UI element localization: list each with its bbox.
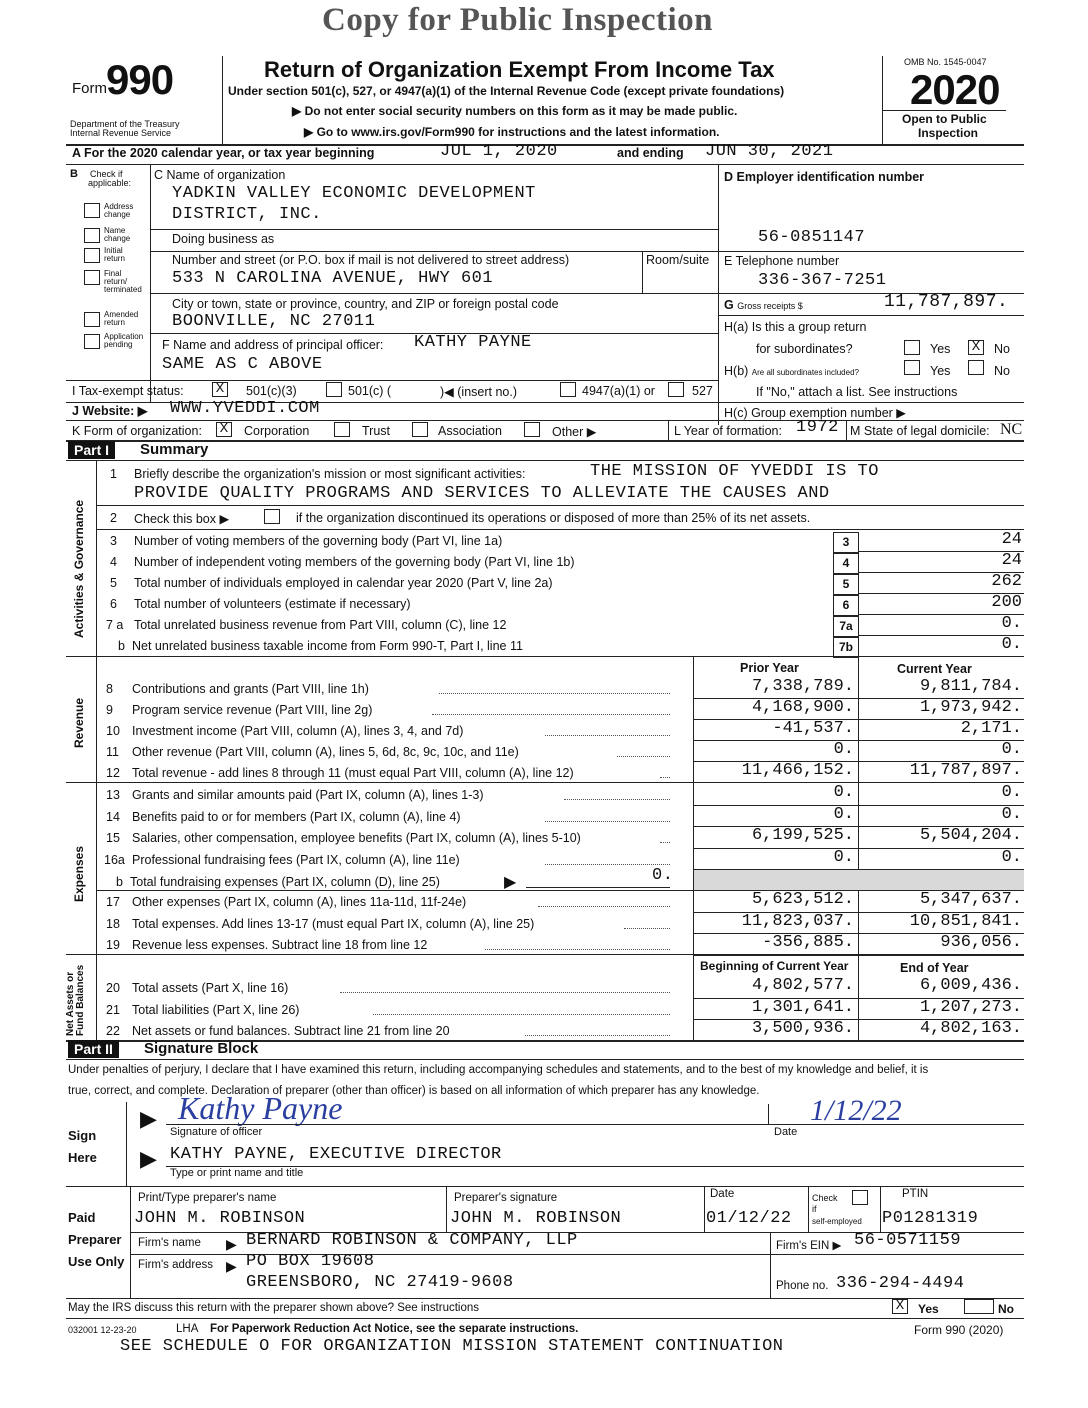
gross-label bbox=[724, 298, 803, 312]
firm-phone-label: Phone no. bbox=[776, 1280, 829, 1292]
money-current: 936,056. bbox=[940, 933, 1022, 952]
check-label: Check bbox=[812, 1193, 838, 1203]
here-label: Here bbox=[68, 1150, 97, 1165]
money-current: 1,973,942. bbox=[919, 698, 1022, 717]
money-current: 4,802,163. bbox=[919, 1019, 1022, 1038]
discuss-yes-checkbox[interactable]: X bbox=[892, 1299, 908, 1314]
501c3-label: 501(c)(3) bbox=[246, 384, 297, 398]
money-current: 0. bbox=[1001, 740, 1022, 759]
money-line-text: Contributions and grants (Part VIII, line 1h) bbox=[132, 682, 369, 696]
prep-date: 01/12/22 bbox=[706, 1209, 792, 1228]
firm-address-label: Firm's address bbox=[138, 1259, 214, 1271]
officer-name-title: KATHY PAYNE, EXECUTIVE DIRECTOR bbox=[170, 1145, 502, 1164]
money-prior: 0. bbox=[833, 783, 854, 802]
gov-line-text: Total number of volunteers (estimate if necessary) bbox=[134, 597, 411, 611]
money-prior: -41,537. bbox=[772, 719, 854, 738]
money-current: 2,171. bbox=[960, 719, 1022, 738]
money-line-number: 14 bbox=[106, 809, 120, 824]
hb-no-checkbox[interactable] bbox=[968, 360, 984, 375]
eoy-header: End of Year bbox=[900, 961, 969, 975]
street-address: 533 N CAROLINA AVENUE, HWY 601 bbox=[172, 269, 494, 288]
money-prior: 5,623,512. bbox=[751, 890, 854, 909]
money-line-number: 17 bbox=[106, 895, 120, 909]
money-line-text: Other expenses (Part IX, column (A), lines 11a-11d, 11f-24e) bbox=[132, 895, 467, 909]
address-change-label: Address change bbox=[104, 202, 134, 219]
money-line-text: Benefits paid to or for members (Part IX, column (A), line 4) bbox=[132, 809, 461, 824]
part2-label: Part II bbox=[68, 1040, 119, 1058]
corporation-checkbox[interactable]: X bbox=[216, 422, 232, 437]
room-suite-label: Room/suite bbox=[646, 253, 710, 267]
part1-label: Part I bbox=[68, 441, 115, 459]
part2-title: Signature Block bbox=[144, 1040, 259, 1057]
instruction-link[interactable]: ▶ Go to www.irs.gov/Form990 for instructions and the latest information. bbox=[304, 125, 720, 139]
form-of-org-label: K Form of organization: bbox=[72, 424, 202, 438]
hb-small: Are all subordinates included? bbox=[751, 368, 859, 377]
money-line-text: Total revenue - add lines 8 through 11 (must equal Part VIII, column (A), line 12) bbox=[132, 766, 574, 780]
line16b-label: Total fundraising expenses (Part IX, column (D), line 25) bbox=[130, 875, 440, 889]
ein-value: 56-0851147 bbox=[758, 228, 866, 247]
money-line-number: 11 bbox=[106, 745, 119, 759]
gov-line-number: 3 bbox=[110, 534, 117, 548]
discuss-no-label: No bbox=[998, 1302, 1014, 1316]
money-current: 10,851,841. bbox=[909, 911, 1022, 931]
self-employed-label: self-employed bbox=[812, 1217, 862, 1226]
form-code: 032001 12-23-20 bbox=[68, 1325, 137, 1335]
website-value[interactable]: WWW.YVEDDI.COM bbox=[170, 399, 320, 418]
money-line-text: Program service revenue (Part VIII, line 2g) bbox=[132, 703, 373, 717]
amended-return-checkbox[interactable] bbox=[84, 312, 100, 327]
sig-date-label: Date bbox=[774, 1126, 798, 1138]
money-prior: 0. bbox=[833, 804, 854, 824]
sig-date: 1/12/22 bbox=[810, 1094, 902, 1127]
money-prior: 3,500,936. bbox=[751, 1019, 854, 1038]
irs-label: Internal Revenue Service bbox=[70, 128, 172, 138]
gov-line-value: 0. bbox=[1001, 635, 1022, 654]
tax-exempt-label: I Tax-exempt status: bbox=[72, 384, 184, 398]
money-current: 5,347,637. bbox=[919, 890, 1022, 909]
money-line-number: 13 bbox=[106, 788, 120, 802]
line16b-value: 0. bbox=[652, 866, 674, 885]
ein-label: D Employer identification number bbox=[724, 170, 925, 184]
527-label: 527 bbox=[692, 384, 713, 398]
firm-arrow: ▶ bbox=[226, 1236, 237, 1252]
hb-yes-label: Yes bbox=[930, 364, 951, 378]
discuss-no-checkbox[interactable] bbox=[964, 1299, 994, 1314]
group-return-label: H(a) Is this a group return bbox=[724, 320, 867, 334]
money-line-number: 15 bbox=[106, 831, 120, 845]
hb-no-label: No bbox=[994, 364, 1010, 378]
money-line-text: Net assets or fund balances. Subtract line 21 from line 20 bbox=[132, 1024, 450, 1038]
insert-no-text: (insert no.) bbox=[457, 385, 517, 399]
instruction-ssn-text: Do not enter social security numbers on this form as it may be made public. bbox=[304, 104, 738, 118]
line-a-label: A For the 2020 calendar year, or tax year beginning bbox=[72, 146, 375, 160]
money-prior: 7,338,789. bbox=[751, 677, 854, 696]
dba-label: Doing business as bbox=[172, 232, 275, 246]
final-return-label: Final return/ terminated bbox=[104, 269, 142, 294]
addr-arrow: ▶ bbox=[226, 1258, 237, 1274]
form-label: Form bbox=[72, 80, 107, 97]
name-change-checkbox[interactable] bbox=[84, 228, 100, 243]
ptin-value: P01281319 bbox=[882, 1209, 979, 1228]
state-domicile: NC bbox=[1000, 421, 1023, 438]
association-label: Association bbox=[438, 424, 502, 438]
money-prior: 1,301,641. bbox=[751, 997, 854, 1017]
gov-line-number: 7 a bbox=[106, 618, 124, 632]
firm-address-1: PO BOX 19608 bbox=[246, 1252, 375, 1271]
gov-line-box: 7a bbox=[833, 616, 859, 637]
side-net bbox=[66, 956, 86, 1036]
form-footer: Form 990 (2020) bbox=[914, 1323, 1004, 1337]
website-label: J Website: ▶ bbox=[72, 404, 148, 418]
line2-text: Check this box bbox=[134, 512, 216, 526]
money-prior: 11,466,152. bbox=[741, 761, 854, 780]
trust-label: Trust bbox=[362, 424, 391, 438]
gross-receipts: 11,787,897. bbox=[884, 292, 1009, 312]
gov-line-text: Number of independent voting members of the governing body (Part VI, line 1b) bbox=[134, 555, 575, 569]
527-checkbox[interactable] bbox=[668, 382, 684, 397]
gov-line-text: Total unrelated business revenue from Part VIII, column (C), line 12 bbox=[134, 618, 507, 632]
hb-note: If "No," attach a list. See instructions bbox=[756, 385, 958, 399]
phone-label: E Telephone number bbox=[724, 254, 840, 268]
line2b-label: if the organization discontinued its operations or disposed of more than 25% of its net assets. bbox=[296, 511, 811, 525]
pra-notice: For Paperwork Reduction Act Notice, see the separate instructions. bbox=[210, 1323, 579, 1335]
self-employed-checkbox[interactable] bbox=[852, 1190, 868, 1205]
hb-yes-checkbox[interactable] bbox=[904, 360, 920, 375]
gov-line-value: 262 bbox=[991, 572, 1022, 591]
amended-return-label: Amended return bbox=[104, 310, 139, 327]
501c-label: 501(c) ( bbox=[348, 384, 392, 398]
banner-title: Copy for Public Inspection bbox=[322, 2, 714, 38]
preparer-label: Preparer bbox=[68, 1232, 122, 1247]
officer-signature[interactable]: Kathy Payne bbox=[178, 1090, 343, 1126]
org-name-line2: DISTRICT, INC. bbox=[172, 205, 322, 224]
gov-line-box: 4 bbox=[833, 553, 859, 574]
money-prior: -356,885. bbox=[762, 933, 854, 952]
discuss-yes-label: Yes bbox=[918, 1302, 939, 1316]
b-check-if: Check if bbox=[90, 169, 123, 179]
money-current: 0. bbox=[1001, 804, 1022, 824]
4947-checkbox[interactable] bbox=[560, 382, 576, 397]
money-line-text: Grants and similar amounts paid (Part IX, column (A), lines 1-3) bbox=[132, 788, 484, 802]
other-label: Other ▶ bbox=[552, 425, 597, 439]
gov-line-box: 7b bbox=[833, 637, 859, 658]
money-line-text: Total liabilities (Part X, line 26) bbox=[132, 1002, 300, 1017]
money-line-number: 21 bbox=[106, 1002, 120, 1017]
firm-ein-text: Firm's EIN bbox=[776, 1240, 830, 1252]
initial-return-label: Initial return bbox=[104, 246, 125, 263]
gov-line-value: 24 bbox=[1001, 551, 1022, 570]
dept-treasury: Department of the Treasury bbox=[70, 119, 180, 129]
instruction-ssn: ▶ Do not enter social security numbers on this form as it may be made public. bbox=[292, 104, 738, 118]
gov-line-value: 24 bbox=[1001, 530, 1022, 549]
side-activities: Activities & Governance bbox=[72, 499, 86, 638]
4947-label: 4947(a)(1) or bbox=[582, 384, 655, 398]
lha-label: LHA bbox=[176, 1323, 199, 1335]
sign-arrow-1: ▶ bbox=[140, 1106, 157, 1131]
501c3-checkbox[interactable]: X bbox=[212, 382, 228, 397]
group-yes-checkbox[interactable] bbox=[904, 340, 920, 355]
website-label-text: J Website: bbox=[72, 404, 135, 418]
firm-ein-label: Firm's EIN ▶ bbox=[776, 1240, 842, 1252]
firm-address-2: GREENSBORO, NC 27419-9608 bbox=[246, 1273, 514, 1292]
prep-sig-label: Preparer's signature bbox=[454, 1192, 558, 1204]
money-prior: 0. bbox=[833, 740, 854, 759]
gross-letter: G bbox=[724, 298, 734, 312]
discontinued-checkbox[interactable] bbox=[264, 509, 280, 524]
gov-line-number: b bbox=[118, 639, 125, 653]
part1-title: Summary bbox=[140, 441, 209, 458]
gov-line-value: 0. bbox=[1001, 614, 1022, 633]
ptin-label: PTIN bbox=[902, 1188, 929, 1200]
b-label: B bbox=[70, 168, 78, 180]
money-current: 11,787,897. bbox=[909, 761, 1022, 780]
city-state-zip: BOONVILLE, NC 27011 bbox=[172, 312, 376, 331]
money-prior: 4,802,577. bbox=[751, 976, 854, 995]
money-current: 6,009,436. bbox=[919, 976, 1022, 995]
money-current: 0. bbox=[1001, 783, 1022, 802]
gov-line-box: 3 bbox=[833, 532, 859, 553]
gov-line-text: Number of voting members of the governing body (Part VI, line 1a) bbox=[134, 534, 503, 548]
mission-line2: PROVIDE QUALITY PROGRAMS AND SERVICES TO ALLEVIATE THE CAUSES AND bbox=[134, 484, 830, 503]
use-only-label: Use Only bbox=[68, 1254, 125, 1269]
officer-name: KATHY PAYNE bbox=[414, 333, 532, 352]
money-prior: 6,199,525. bbox=[751, 826, 854, 845]
other-text: Other bbox=[552, 425, 584, 439]
gov-line-text: Total number of individuals employed in calendar year 2020 (Part V, line 2a) bbox=[134, 576, 553, 590]
money-prior: 11,823,037. bbox=[741, 911, 854, 931]
gov-line-box: 6 bbox=[833, 595, 859, 616]
sign-arrow-2: ▶ bbox=[140, 1146, 157, 1171]
form-title: Return of Organization Exempt From Income Tax bbox=[264, 57, 775, 82]
other-checkbox[interactable] bbox=[524, 422, 540, 437]
group-no-label: No bbox=[994, 342, 1010, 356]
money-line-number: 19 bbox=[106, 938, 120, 952]
prior-year-header: Prior Year bbox=[740, 661, 799, 675]
group-exemption-label: H(c) Group exemption number ▶ bbox=[724, 406, 906, 420]
money-prior: 0. bbox=[833, 847, 854, 867]
money-current: 0. bbox=[1001, 847, 1022, 867]
year-formation: 1972 bbox=[796, 418, 839, 437]
gov-line-number: 5 bbox=[110, 576, 117, 590]
perjury-line1: Under penalties of perjury, I declare that I have examined this return, including accompanying schedules and statements, and to the best of my knowledge and belief, it is bbox=[68, 1064, 929, 1076]
prep-name-label: Print/Type preparer's name bbox=[138, 1192, 277, 1204]
group-sub-label: for subordinates? bbox=[756, 342, 853, 356]
side-revenue: Revenue bbox=[72, 697, 86, 748]
line1-label: Briefly describe the organization's mission or most significant activities: bbox=[134, 467, 526, 481]
money-line-number: 20 bbox=[106, 981, 120, 995]
money-line-text: Professional fundraising fees (Part IX, column (A), line 11e) bbox=[132, 852, 460, 867]
firm-phone: 336-294-4494 bbox=[836, 1274, 965, 1293]
hc-text: H(c) Group exemption number bbox=[724, 406, 893, 420]
year-formation-label: L Year of formation: bbox=[674, 424, 782, 438]
money-line-number: 12 bbox=[106, 766, 120, 780]
state-domicile-label: M State of legal domicile: bbox=[850, 424, 990, 438]
gov-line-value: 200 bbox=[991, 593, 1022, 612]
money-line-text: Revenue less expenses. Subtract line 18 from line 12 bbox=[132, 938, 428, 952]
sig-officer-label: Signature of officer bbox=[170, 1126, 263, 1138]
form-subtitle: Under section 501(c), 527, or 4947(a)(1) of the Internal Revenue Code (except private foundations) bbox=[228, 84, 785, 98]
gov-line-number: 4 bbox=[110, 555, 117, 569]
omb-number: OMB No. 1545-0047 bbox=[904, 57, 987, 67]
gross-small: Gross receipts $ bbox=[737, 301, 803, 311]
officer-address: SAME AS C ABOVE bbox=[162, 355, 323, 374]
money-line-number: 16a bbox=[104, 852, 125, 867]
money-prior: 4,168,900. bbox=[751, 698, 854, 717]
tax-year-begin: JUL 1, 2020 bbox=[440, 142, 558, 161]
firm-ein: 56-0571159 bbox=[854, 1231, 962, 1250]
type-name-label: Type or print name and title bbox=[170, 1167, 304, 1179]
prep-signature: JOHN M. ROBINSON bbox=[450, 1209, 622, 1228]
continuation-note: SEE SCHEDULE O FOR ORGANIZATION MISSION STATEMENT CONTINUATION bbox=[120, 1337, 784, 1356]
501c-checkbox[interactable] bbox=[326, 382, 342, 397]
firm-name-label: Firm's name bbox=[138, 1237, 201, 1249]
line1-number: 1 bbox=[110, 467, 117, 481]
open-public-1: Open to Public bbox=[902, 112, 987, 126]
gov-line-box: 5 bbox=[833, 574, 859, 595]
application-pending-checkbox[interactable] bbox=[84, 334, 100, 349]
phone-value: 336-367-7251 bbox=[758, 271, 887, 290]
trust-checkbox[interactable] bbox=[334, 422, 350, 437]
insert-no-label: )◀ (insert no.) bbox=[440, 385, 517, 399]
money-line-number: 8 bbox=[106, 682, 113, 696]
form-number: 990 bbox=[106, 56, 174, 103]
money-current: 9,811,784. bbox=[919, 677, 1022, 696]
corporation-label: Corporation bbox=[244, 424, 310, 438]
money-current: 5,504,204. bbox=[919, 826, 1022, 845]
money-line-text: Salaries, other compensation, employee benefits (Part IX, column (A), lines 5-10) bbox=[132, 831, 581, 845]
money-current: 1,207,273. bbox=[919, 997, 1022, 1017]
paid-label: Paid bbox=[68, 1210, 96, 1225]
tax-year-end: JUN 30, 2021 bbox=[705, 142, 834, 161]
and-ending-label: and ending bbox=[617, 146, 684, 160]
line16b-number: b bbox=[116, 875, 123, 889]
group-no-checkbox[interactable]: X bbox=[968, 340, 984, 355]
initial-return-checkbox[interactable] bbox=[84, 248, 100, 263]
org-name-label: C Name of organization bbox=[154, 168, 286, 182]
side-net-text: Net Assets or Fund Balances bbox=[65, 964, 86, 1036]
hb-label bbox=[724, 364, 859, 378]
line2-number: 2 bbox=[110, 511, 117, 525]
gov-line-number: 6 bbox=[110, 597, 117, 611]
money-line-text: Investment income (Part VIII, column (A), lines 3, 4, and 7d) bbox=[132, 724, 464, 738]
perjury-line2: true, correct, and complete. Declaration of preparer (other than officer) is based on all information of which preparer has any knowledge. bbox=[68, 1085, 760, 1097]
money-line-number: 9 bbox=[106, 703, 113, 717]
money-line-text: Total expenses. Add lines 13-17 (must equal Part IX, column (A), line 25) bbox=[132, 916, 535, 931]
gov-line-text: Net unrelated business taxable income from Form 990-T, Part I, line 11 bbox=[132, 639, 523, 653]
money-line-number: 10 bbox=[106, 724, 120, 738]
discuss-question: May the IRS discuss this return with the preparer shown above? See instructions bbox=[68, 1302, 480, 1314]
mission-line1: THE MISSION OF YVEDDI IS TO bbox=[590, 462, 879, 481]
address-change-checkbox[interactable] bbox=[84, 203, 100, 218]
officer-label: F Name and address of principal officer: bbox=[162, 338, 384, 352]
check-if-label: if bbox=[812, 1204, 817, 1214]
sign-label: Sign bbox=[68, 1128, 97, 1143]
tax-year: 2020 bbox=[910, 66, 1000, 113]
line2-label: Check this box ▶ bbox=[134, 512, 230, 526]
line16b-arrow: ▶ bbox=[504, 874, 517, 891]
boy-header: Beginning of Current Year bbox=[700, 959, 849, 973]
final-return-checkbox[interactable] bbox=[84, 270, 100, 285]
money-line-number: 18 bbox=[106, 916, 120, 931]
instruction-link-text: Go to www.irs.gov/Form990 for instructions and the latest information. bbox=[316, 125, 720, 139]
prep-name: JOHN M. ROBINSON bbox=[134, 1209, 306, 1228]
application-pending-label: Application pending bbox=[104, 332, 144, 349]
side-expenses: Expenses bbox=[72, 845, 86, 902]
street-label: Number and street (or P.O. box if mail is not delivered to street address) bbox=[172, 253, 570, 267]
open-public-2: Inspection bbox=[918, 126, 979, 140]
org-name-line1: YADKIN VALLEY ECONOMIC DEVELOPMENT bbox=[172, 184, 536, 203]
prep-date-label: Date bbox=[710, 1188, 735, 1200]
b-applicable: applicable: bbox=[88, 178, 132, 188]
firm-name: BERNARD ROBINSON & COMPANY, LLP bbox=[246, 1231, 578, 1250]
current-year-header: Current Year bbox=[897, 662, 972, 676]
group-yes-label: Yes bbox=[930, 342, 951, 356]
city-label: City or town, state or province, country, and ZIP or foreign postal code bbox=[172, 297, 559, 311]
name-change-label: Name change bbox=[104, 226, 131, 243]
money-line-text: Other revenue (Part VIII, column (A), lines 5, 6d, 8c, 9c, 10c, and 11e) bbox=[132, 745, 519, 759]
hb-letter: H(b) bbox=[724, 364, 749, 378]
money-line-text: Total assets (Part X, line 16) bbox=[132, 981, 289, 995]
money-line-number: 22 bbox=[106, 1024, 120, 1038]
association-checkbox[interactable] bbox=[412, 422, 428, 437]
